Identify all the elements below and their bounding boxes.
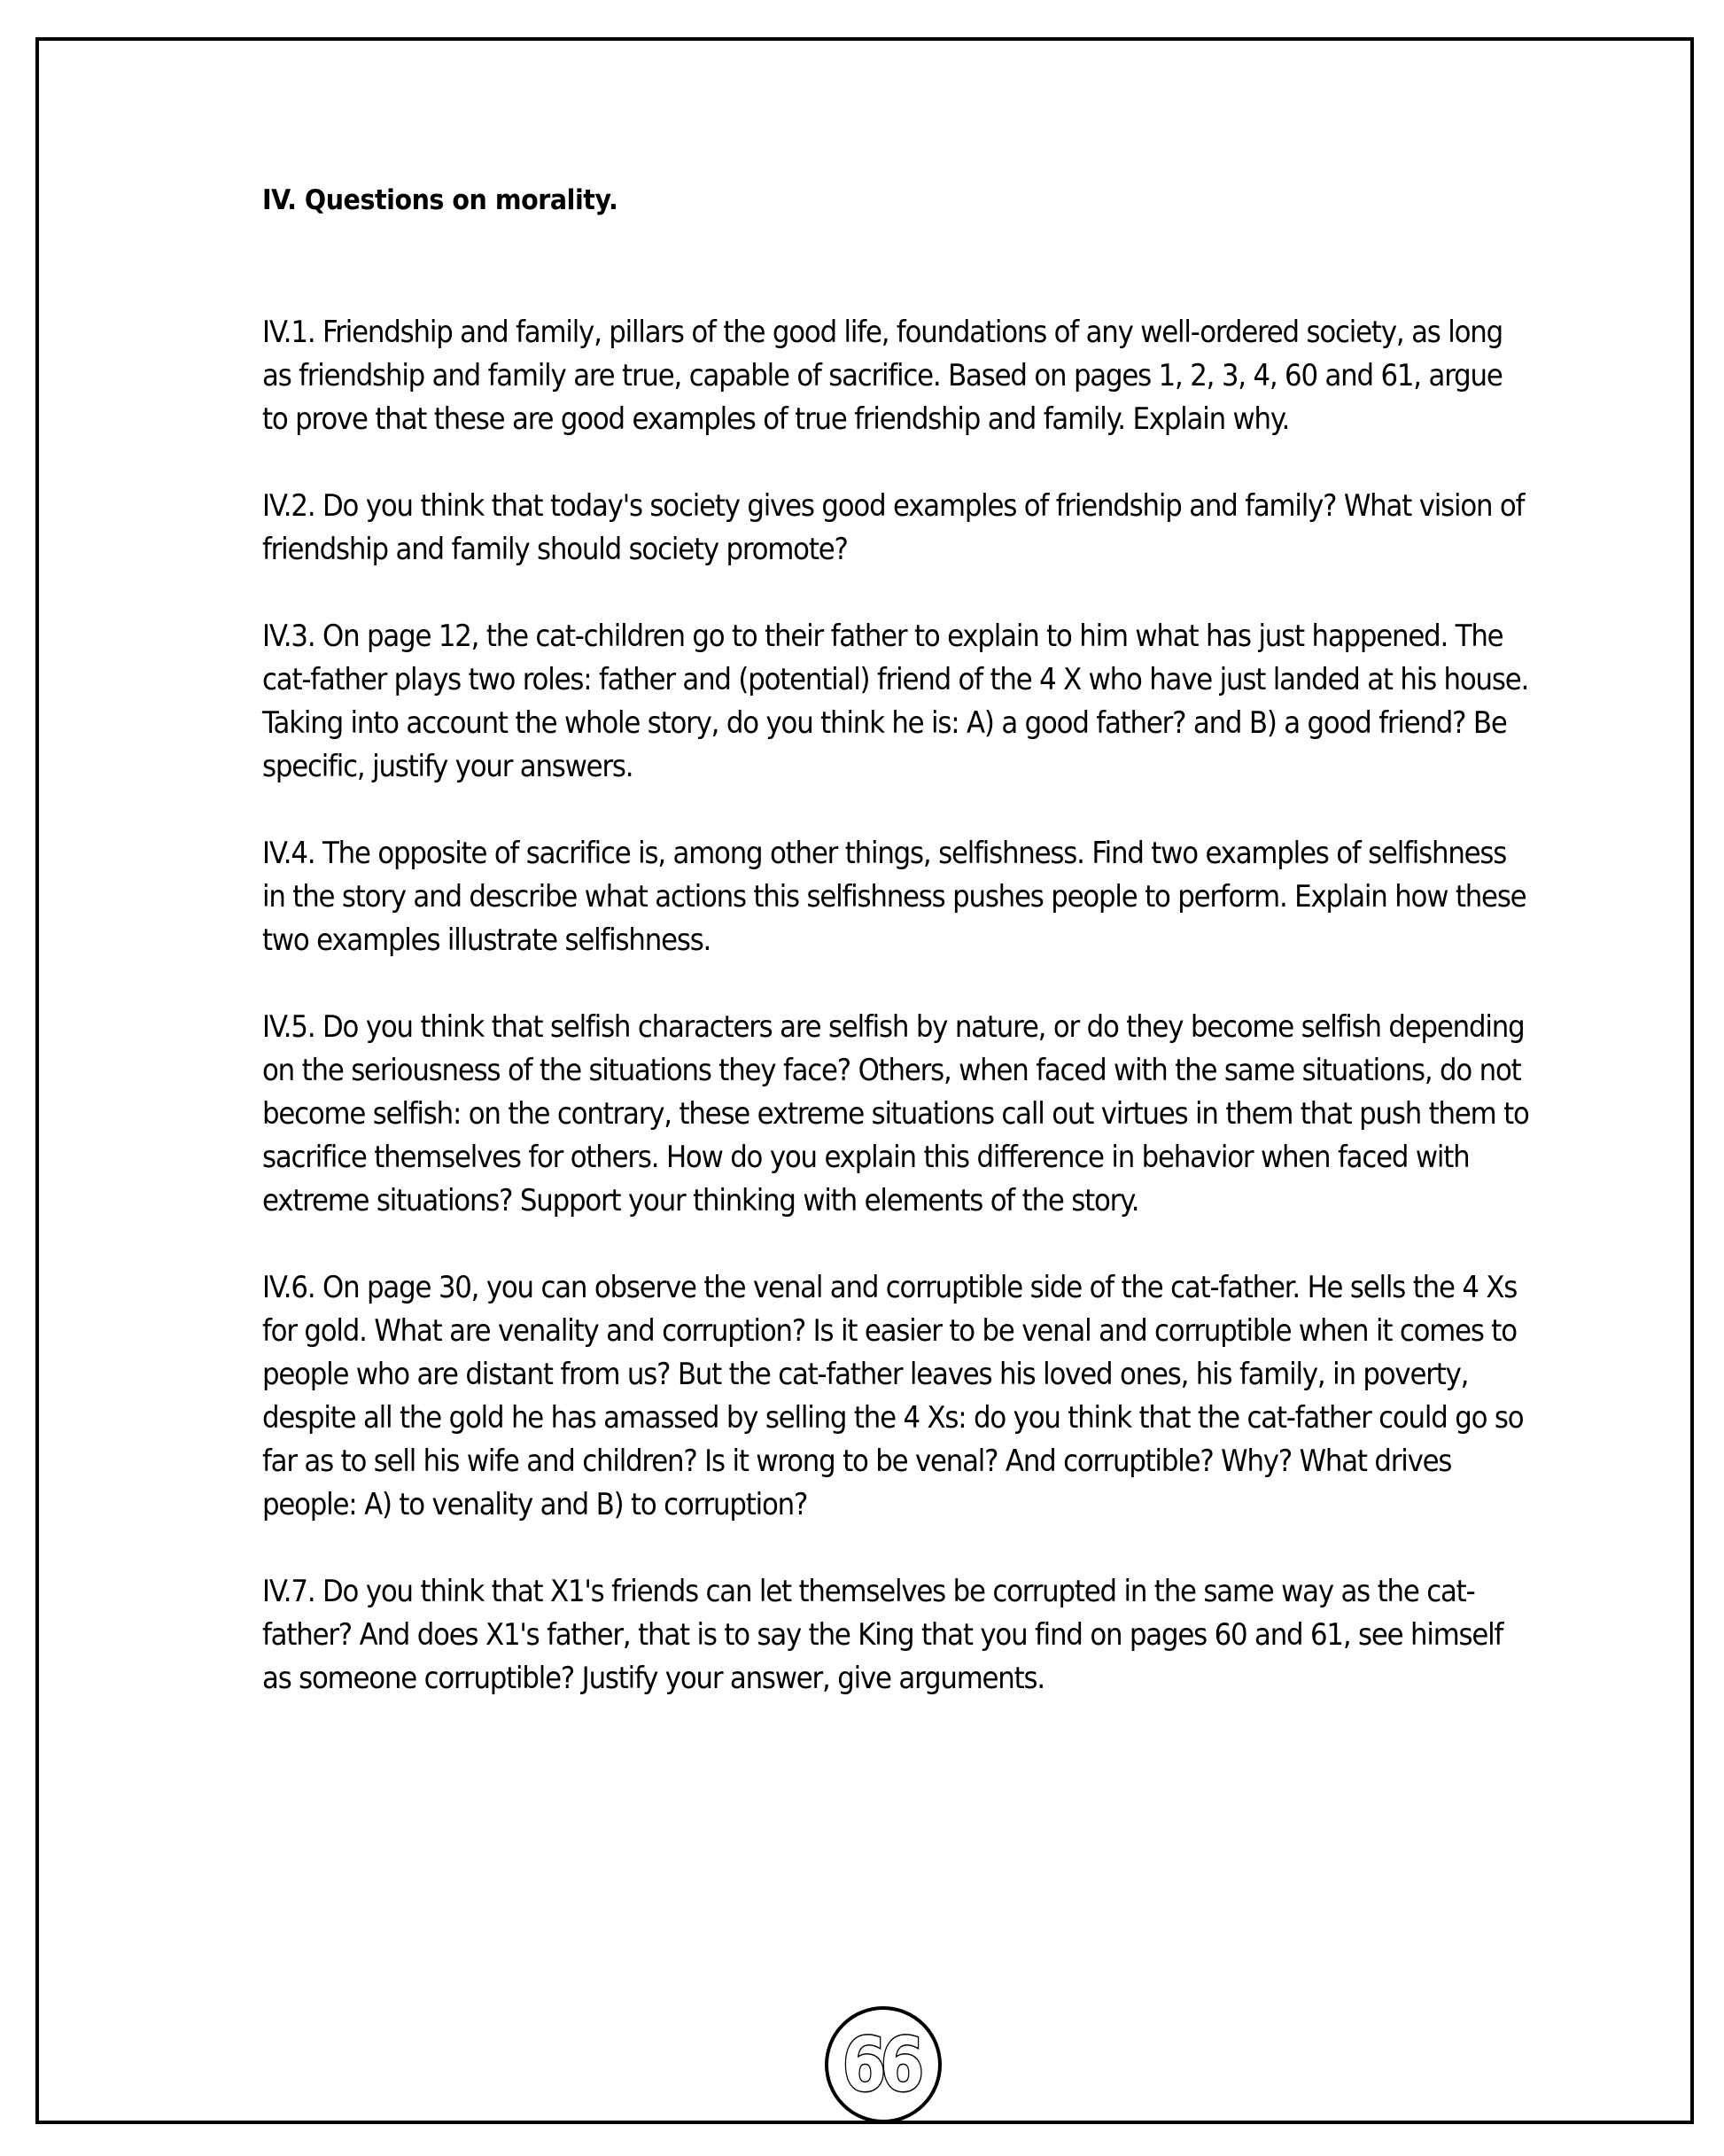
section-heading: IV. Questions on morality. — [262, 184, 618, 216]
question-iv-6: IV.6. On page 30, you can observe the venal and corruptible side of the cat-father. He sells the 4 Xs for gold. What are venality and corruption? Is it easier to be venal and corruptible when it comes to people who are distant from us? But the cat-father leaves his loved ones, his family, in poverty, despite all the gold he has amassed by selling the 4 Xs: do you think that the cat-father could go so far as to sell his wife and children? Is it wrong to be venal? And corruptible? Why? What drives people: A) to venality and B) to corruption? — [262, 1270, 1524, 1522]
question-iv-2: IV.2. Do you think that today's society gives good examples of friendship and family? What vision of friendship and family should society promote? — [262, 488, 1525, 566]
page-number: 66 — [842, 2021, 918, 2108]
page-number-badge — [825, 2006, 942, 2123]
question-iv-3: IV.3. On page 12, the cat-children go to their father to explain to him what has just happened. The cat-father plays two roles: father and (potential) friend of the 4 X who have just landed at his house. Taking into account the whole story, do you think he is: A) a good father? and B) a good friend? Be specific, justify your answers. — [262, 619, 1529, 783]
questions-list — [262, 310, 1538, 1743]
question-iv-1: IV.1. Friendship and family, pillars of the good life, foundations of any well-ordered society, as long as friendship and family are true, capable of sacrifice. Based on pages 1, 2, 3, 4, 60 and 61, argue to prove that these are good examples of true friendship and family. Explain why. — [262, 315, 1503, 436]
question-iv-4: IV.4. The opposite of sacrifice is, among other things, selfishness. Find two examples of selfishness in the story and describe what actions this selfishness pushes people to perform. Explain how these two examples illustrate selfishness. — [262, 836, 1526, 957]
question-iv-7: IV.7. Do you think that X1's friends can let themselves be corrupted in the same way as the cat-father? And does X1's father, that is to say the King that you find on pages 60 and 61, see himself as someone corruptible? Justify your answer, give arguments. — [262, 1574, 1503, 1695]
question-iv-5: IV.5. Do you think that selfish characters are selfish by nature, or do they become selfish depending on the seriousness of the situations they face? Others, when faced with the same situations, do not become selfish: on the contrary, these extreme situations call out virtues in them that push them to sacrifice themselves for others. How do you explain this difference in behavior when faced with extreme situations? Support your thinking with elements of the story. — [262, 1009, 1529, 1218]
